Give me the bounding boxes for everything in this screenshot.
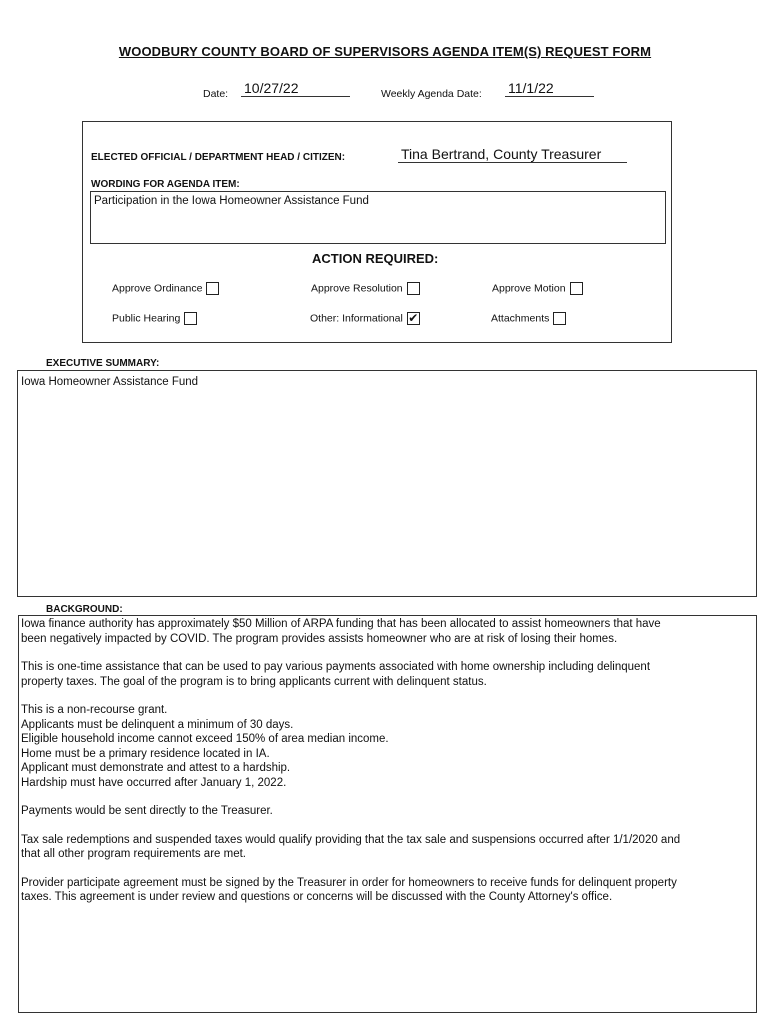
- background-paragraph: [21, 617, 754, 646]
- checkbox[interactable]: [570, 282, 583, 295]
- background-line: property taxes. The goal of the program is to bring applicants current with delinquent status.: [21, 675, 487, 688]
- background-line: Applicants must be delinquent a minimum of 30 days.: [21, 718, 294, 731]
- check-mark-icon: ✔: [408, 311, 419, 325]
- official-field[interactable]: Tina Bertrand, County Treasurer: [398, 146, 627, 163]
- action-required-heading: ACTION REQUIRED:: [312, 251, 439, 266]
- background-paragraph: [21, 876, 754, 905]
- form-title: WOODBURY COUNTY BOARD OF SUPERVISORS AGENDA ITEM(S) REQUEST FORM: [118, 44, 652, 59]
- option-approve-resolution[interactable]: [311, 282, 420, 295]
- background-line: Tax sale redemptions and suspended taxes would qualify providing that the tax sale and suspensions occurred after 1/1/2020 and: [21, 833, 681, 846]
- option-approve-motion[interactable]: [492, 282, 583, 295]
- background-paragraph: [21, 833, 754, 862]
- background-field[interactable]: [18, 615, 757, 1013]
- executive-summary-field[interactable]: [17, 370, 757, 597]
- weekly-agenda-date-field[interactable]: 11/1/22: [505, 80, 594, 97]
- background-line: taxes. This agreement is under review and questions or concerns will be discussed with the County Attorney's office.: [21, 891, 613, 903]
- option-label: Attachments: [491, 312, 550, 325]
- option-other-informational[interactable]: [310, 312, 420, 325]
- background-line: This is one-time assistance that can be used to pay various payments associated with home ownership including delinquent: [21, 661, 651, 673]
- option-label: Public Hearing: [112, 312, 181, 325]
- background-line: that all other program requirements are met.: [21, 848, 246, 860]
- background-text: [21, 617, 754, 905]
- checkbox[interactable]: [553, 312, 566, 325]
- background-line: Home must be a primary residence located in IA.: [21, 747, 270, 760]
- background-paragraph: [21, 660, 754, 689]
- official-label: ELECTED OFFICIAL / DEPARTMENT HEAD / CITIZEN:: [91, 152, 346, 163]
- background-line: Provider participate agreement must be signed by the Treasurer in order for homeowners to receive funds for delinquent property: [21, 876, 677, 889]
- checkbox-checked[interactable]: [407, 312, 420, 325]
- option-label: Approve Motion: [492, 282, 566, 295]
- checkbox[interactable]: [184, 312, 197, 325]
- background-paragraph: [21, 703, 754, 790]
- background-line: Payments would be sent directly to the Treasurer.: [21, 805, 273, 817]
- date-field[interactable]: 10/27/22: [241, 80, 350, 97]
- background-line: been negatively impacted by COVID. The program provides assists homeowner who are at risk of losing their homes.: [21, 632, 618, 645]
- background-label: BACKGROUND:: [46, 604, 123, 615]
- option-approve-ordinance[interactable]: [112, 282, 219, 295]
- background-line: This is a non-recourse grant.: [21, 704, 168, 716]
- wording-label: WORDING FOR AGENDA ITEM:: [91, 179, 240, 190]
- background-line: Eligible household income cannot exceed 150% of area median income.: [21, 733, 389, 745]
- background-line: Iowa finance authority has approximately $50 Million of ARPA funding that has been allocated to assist homeowners that have: [21, 618, 661, 630]
- option-public-hearing[interactable]: [112, 312, 197, 325]
- checkbox[interactable]: [407, 282, 420, 295]
- date-label: Date:: [203, 88, 229, 100]
- option-label: Other: Informational: [310, 312, 403, 325]
- background-line: Applicant must demonstrate and attest to a hardship.: [21, 762, 291, 774]
- checkbox[interactable]: [206, 282, 219, 295]
- option-label: Approve Ordinance: [112, 282, 203, 295]
- weekly-agenda-date-label: Weekly Agenda Date:: [381, 88, 482, 100]
- option-attachments[interactable]: [491, 312, 566, 325]
- background-line: Hardship must have occurred after January 1, 2022.: [21, 776, 287, 789]
- executive-summary-text: Iowa Homeowner Assistance Fund: [21, 376, 199, 388]
- wording-field[interactable]: [90, 191, 666, 244]
- background-paragraph: [21, 804, 754, 819]
- option-label: Approve Resolution: [311, 282, 403, 295]
- executive-summary-label: EXECUTIVE SUMMARY:: [46, 358, 160, 369]
- wording-text: Participation in the Iowa Homeowner Assistance Fund: [94, 195, 369, 207]
